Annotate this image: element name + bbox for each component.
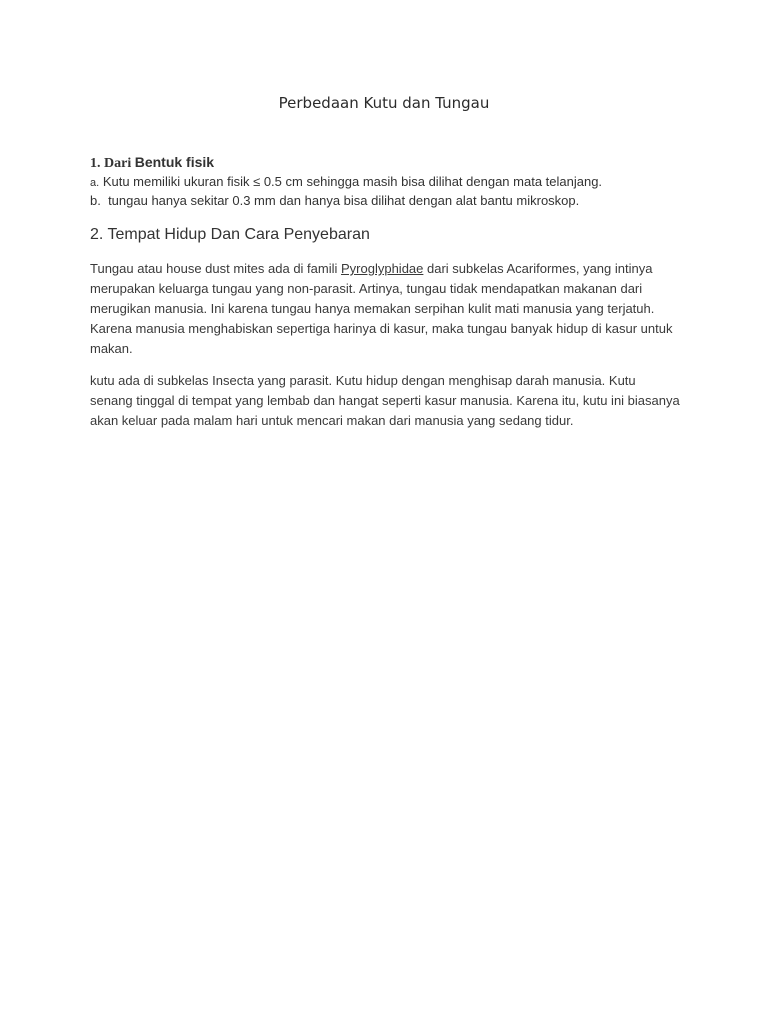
paragraph-1-text-end: dari subkelas Acariformes, yang intinya merupakan keluarga tungau yang non-parasit. Artinya, tungau tidak mendapatkan makanan dari merugikan manusia. Ini karena tungau hanya memakan serpihan kulit mati manusia yang terjatuh. Karena manusia menghabiskan sepertiga harinya di kasur, maka tungau banyak hidup di kasur untuk makan. <box>90 261 673 356</box>
section-1-item-b: b. tungau hanya sekitar 0.3 mm dan hanya bisa dilihat dengan alat bantu mikroskop. <box>90 193 580 208</box>
item-a-text: Kutu memiliki ukuran fisik ≤ 0.5 cm sehingga masih bisa dilihat dengan mata telanjang. <box>102 174 603 189</box>
section-1 <box>90 153 690 210</box>
section-2-paragraph-2: kutu ada di subkelas Insecta yang parasit. Kutu hidup dengan menghisap darah manusia. Kutu senang tinggal di tempat yang lembab dan hangat seperti kasur manusia. Karena itu, kutu ini biasanya akan keluar pada malam hari untuk mencari makan dari manusia yang sedang tidur. <box>90 373 680 428</box>
item-a-marker: a. <box>90 177 100 189</box>
section-2-paragraph-1 <box>90 259 680 359</box>
paragraph-1-text-start: Tungau atau house dust mites ada di famili <box>90 261 341 276</box>
section-1-heading <box>90 153 690 173</box>
pyroglyphidae-link[interactable]: Pyroglyphidae <box>341 261 424 276</box>
section-1-item-a <box>90 173 690 192</box>
section-1-heading-text: Bentuk fisik <box>134 154 215 170</box>
page-title: Perbedaan Kutu dan Tungau <box>278 94 490 112</box>
section-2-heading: 2. Tempat Hidup Dan Cara Penyebaran <box>90 226 370 243</box>
section-1-heading-number: 1. Dari <box>90 156 132 171</box>
